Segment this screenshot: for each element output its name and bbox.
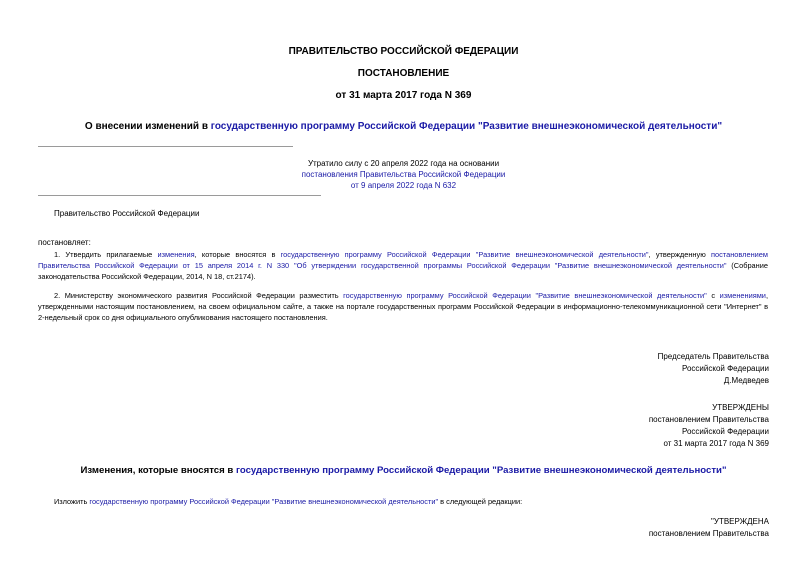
approved-program-line-2: постановлением Правительства bbox=[648, 529, 769, 538]
changes-title-prefix: Изменения, которые вносятся в bbox=[80, 465, 236, 476]
divider-bottom bbox=[38, 195, 321, 196]
p1-text-e: , утвержденную bbox=[648, 250, 711, 259]
intro-text-a: Изложить bbox=[54, 497, 90, 506]
program-link-p1[interactable]: государственную программу Российской Федерации "Развитие внешнеэкономической деятельности" bbox=[280, 250, 649, 259]
approved-title: УТВЕРЖДЕНЫ bbox=[712, 403, 769, 412]
repeal-decree-date-link[interactable]: от 9 апреля 2022 года N 632 bbox=[350, 181, 457, 190]
intro-program-link[interactable]: государственную программу Российской Федерации "Развитие внешнеэкономической деятельности" bbox=[89, 497, 439, 506]
signature-block bbox=[658, 351, 769, 387]
document-title-prefix: О внесении изменений в bbox=[84, 121, 211, 132]
changes-link[interactable]: изменения bbox=[157, 250, 195, 259]
paragraph-2 bbox=[38, 290, 768, 323]
paragraph-1 bbox=[38, 249, 768, 282]
approved-block bbox=[649, 402, 769, 450]
signature-org: Российской Федерации bbox=[682, 364, 769, 373]
signature-position: Председатель Правительства bbox=[657, 352, 769, 361]
document-date-number: от 31 марта 2017 года N 369 bbox=[335, 90, 472, 101]
approved-line-3: Российской Федерации bbox=[682, 427, 769, 436]
p2-text-c: с bbox=[706, 291, 720, 300]
approved-program-title: "УТВЕРЖДЕНА bbox=[711, 517, 769, 526]
p2-text-a: 2. Министерству экономического развития Российской Федерации разместить bbox=[54, 291, 344, 300]
program-link-p2[interactable]: государственную программу Российской Федерации "Развитие внешнеэкономической деятельности" bbox=[343, 291, 707, 300]
divider-top bbox=[38, 146, 293, 147]
signature-name: Д.Медведев bbox=[723, 376, 769, 385]
program-link[interactable]: государственную программу Российской Федерации "Развитие внешнеэкономической деятельности" bbox=[210, 121, 723, 132]
author-text: Правительство Российской Федерации bbox=[54, 209, 200, 218]
intro-text-b: в следующей редакции: bbox=[438, 497, 523, 506]
p2-text-e: , утвержденными настоящим постановлением, на своем официальном сайте, а также на портале государственных программ Российской Федерации в информационно-телекоммуникационной сети "Интернет" в 2-недельный срок со дня официального опубликования настоящего постановления. bbox=[38, 291, 768, 322]
approved-program-block bbox=[649, 516, 769, 540]
status-line-1: Утратило силу с 20 апреля 2022 года на основании bbox=[307, 159, 500, 168]
decides-text: постановляет: bbox=[38, 238, 91, 247]
changes-program-link[interactable]: государственную программу Российской Федерации "Развитие внешнеэкономической деятельности" bbox=[235, 465, 727, 476]
approved-line-2: постановлением Правительства bbox=[648, 415, 769, 424]
government-heading: ПРАВИТЕЛЬСТВО РОССИЙСКОЙ ФЕДЕРАЦИИ bbox=[288, 46, 519, 57]
document-title bbox=[0, 121, 807, 132]
changes-link-p2[interactable]: изменениями bbox=[719, 291, 766, 300]
changes-intro bbox=[54, 496, 522, 507]
decree-330-link[interactable]: постановлением Правительства Российской Федерации от 15 апреля 2014 г. N 330 "Об утверждении государственной программы Российской Федерации "Развитие внешнеэкономической деятельности" bbox=[38, 250, 768, 270]
p1-text-a: 1. Утвердить прилагаемые bbox=[54, 250, 158, 259]
changes-title bbox=[0, 465, 807, 476]
status-note bbox=[0, 158, 807, 191]
p1-text-c: , которые вносятся в bbox=[194, 250, 281, 259]
p1-text-g: (Собрание законодательства Российской Федерации, 2014, N 18, ст.2174). bbox=[38, 261, 768, 281]
approved-line-4: от 31 марта 2017 года N 369 bbox=[663, 439, 769, 448]
repeal-decree-link[interactable]: постановления Правительства Российской Федерации bbox=[301, 170, 506, 179]
document-type: ПОСТАНОВЛЕНИЕ bbox=[357, 68, 450, 79]
